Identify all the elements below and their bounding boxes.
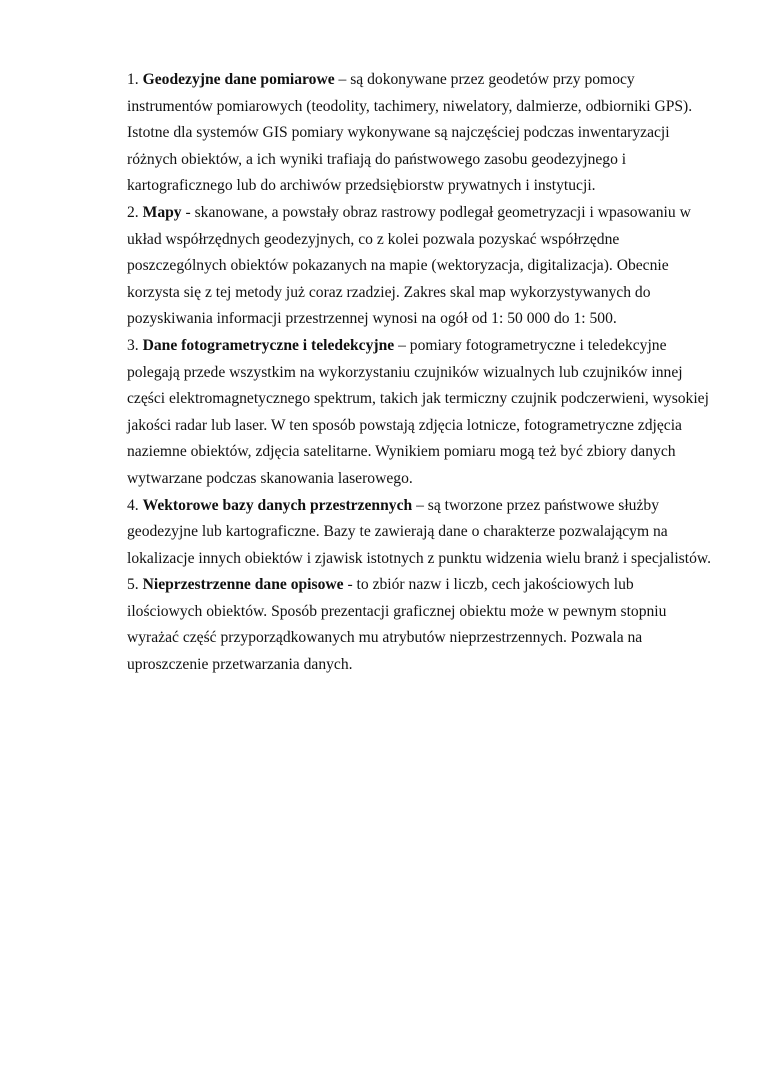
list-item-geodetic-data: [127, 67, 713, 200]
list-item-photogrammetric-data: [127, 333, 713, 493]
list-item-text-line: uproszczenie przetwarzania danych.: [127, 656, 353, 674]
list-item-number: 2.: [127, 203, 139, 221]
list-item-first-line: [127, 572, 713, 599]
list-item-text-line: wytwarzane podczas skanowania laserowego.: [127, 469, 413, 487]
list-item-text: – są dokonywane przez geodetów przy pomocy: [334, 71, 635, 88]
list-item-text-line: korzysta się z tej metody już coraz rzadziej. Zakres skal map wykorzystywanych do: [127, 283, 651, 301]
list-item-first-line: [127, 67, 713, 94]
list-item-first-line: [127, 333, 713, 360]
list-item-descriptive-data: [127, 572, 713, 678]
list-item-text: – pomiary fotogrametryczne i teledekcyjne: [394, 336, 667, 354]
list-item-text-line: naziemne obiektów, zdjęcia satelitarne. Wynikiem pomiaru mogą też być zbiory danych: [127, 443, 676, 461]
list-item-number: 5.: [127, 576, 139, 594]
list-item-number: 3.: [127, 336, 139, 354]
list-item-vector-databases: [127, 493, 713, 573]
list-item-text-line: ilościowych obiektów. Sposób prezentacji graficznej obiektu może w pewnym stopniu: [127, 602, 667, 620]
list-item-text-line: instrumentów pomiarowych (teodolity, tachimery, niwelatory, dalmierze, odbiorniki GPS).: [127, 97, 693, 115]
list-item-term: Dane fotogrametryczne i teledekcyjne: [142, 336, 395, 354]
list-item-term: Geodezyjne dane pomiarowe: [142, 71, 335, 88]
list-item-text-line: kartograficznego lub do archiwów przedsiębiorstw prywatnych i instytucji.: [127, 177, 596, 195]
list-item-number: 1.: [127, 71, 139, 88]
list-item-text-line: części elektromagnetycznego spektrum, takich jak termiczny czujnik podczerwieni, wysokiej: [127, 390, 709, 408]
list-item-maps: [127, 200, 713, 333]
list-item-term: Nieprzestrzenne dane opisowe: [142, 576, 344, 594]
list-item-text-line: układ współrzędnych geodezyjnych, co z kolei pozwala pozyskać współrzędne: [127, 230, 620, 248]
list-item-term: Mapy: [142, 203, 182, 221]
list-item-text: – są tworzone przez państwowe służby: [412, 496, 659, 514]
list-item-first-line: [127, 200, 713, 227]
list-item-text: - to zbiór nazw i liczb, cech jakościowych lub: [343, 576, 634, 594]
list-item-text-line: pozyskiwania informacji przestrzennej wynosi na ogół od 1: 50 000 do 1: 500.: [127, 310, 617, 328]
list-item-text-line: jakości radar lub laser. W ten sposób powstają zdjęcia lotnicze, fotogrametryczne zdjęcia: [127, 416, 682, 434]
list-item-first-line: [127, 493, 713, 520]
list-item-text-line: poszczególnych obiektów pokazanych na mapie (wektoryzacja, digitalizacja). Obecnie: [127, 257, 669, 275]
list-item-text-line: różnych obiektów, a ich wyniki trafiają do państwowego zasobu geodezyjnego i: [127, 150, 627, 168]
list-item-text-line: wyrażać część przyporządkowanych mu atrybutów nieprzestrzennych. Pozwala na: [127, 629, 643, 647]
list-item-number: 4.: [127, 496, 139, 514]
list-item-text-line: geodezyjne lub kartograficzne. Bazy te zawierają dane o charakterze pozwalającym na: [127, 523, 668, 541]
list-item-text-line: Istotne dla systemów GIS pomiary wykonywane są najczęściej podczas inwentaryzacji: [127, 124, 670, 142]
document-body: [127, 67, 713, 679]
list-item-term: Wektorowe bazy danych przestrzennych: [142, 496, 413, 514]
list-item-text-line: polegają przede wszystkim na wykorzystaniu czujników wizualnych lub czujników innej: [127, 363, 683, 381]
list-item-text: - skanowane, a powstały obraz rastrowy podlegał geometryzacji i wpasowaniu w: [181, 203, 691, 221]
list-item-text-line: lokalizacje innych obiektów i zjawisk istotnych z punktu widzenia wielu branż i specjalistów.: [127, 549, 712, 567]
